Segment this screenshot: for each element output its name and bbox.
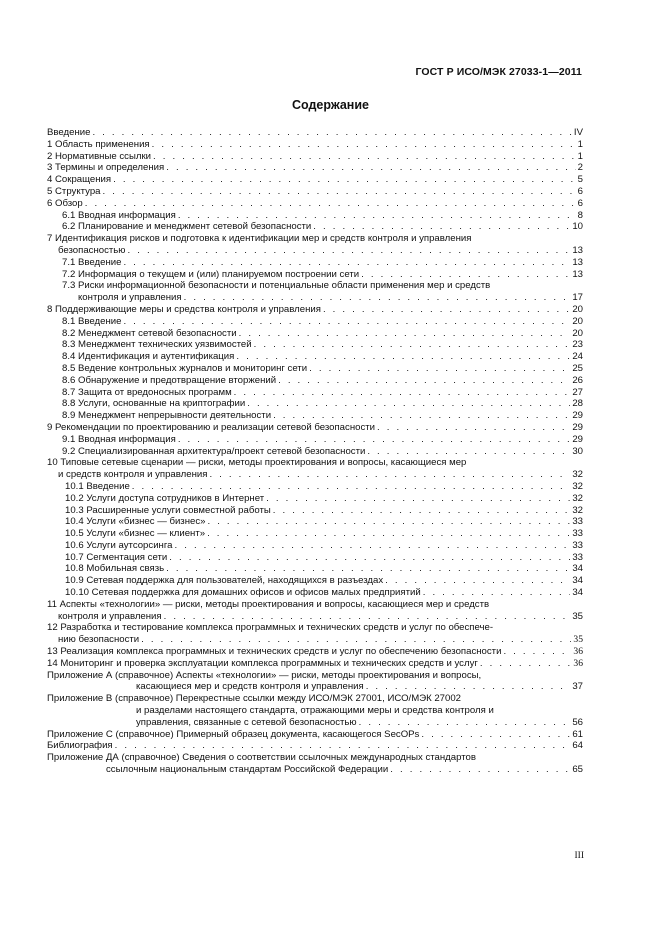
toc-entry-title: 10.6 Услуги аутсорсинга	[65, 539, 173, 551]
toc-entry[interactable]	[47, 186, 583, 198]
toc-leader-dots	[367, 446, 570, 458]
toc-leader-dots	[184, 292, 571, 304]
toc-leader-dots	[164, 611, 571, 623]
toc-entry-page: 33	[572, 528, 583, 540]
toc-entry-page: IV	[573, 127, 583, 138]
toc-entry[interactable]	[47, 646, 583, 658]
toc-entry-page: 36	[573, 657, 583, 669]
toc-entry-title: 10.9 Сетевая поддержка для пользователей, находящихся в разъездах	[65, 575, 384, 587]
toc-entry[interactable]	[47, 139, 583, 151]
toc-entry-page: 61	[572, 728, 583, 740]
toc-entry-page: 13	[572, 268, 583, 280]
toc-entry[interactable]	[47, 587, 583, 599]
toc-entry-title: Введение	[47, 127, 91, 138]
toc-entry-title: 7.1 Введение	[62, 256, 122, 268]
toc-leader-dots	[207, 516, 570, 528]
toc-entry[interactable]	[47, 540, 583, 552]
toc-leader-dots	[359, 717, 571, 729]
toc-leader-dots	[113, 174, 576, 186]
toc-entry[interactable]	[47, 552, 583, 564]
toc-entry-page: 32	[572, 492, 583, 504]
toc-entry[interactable]	[47, 563, 583, 575]
toc-entry-title: 10.3 Расширенные услуги совместной работы	[65, 504, 271, 516]
toc-entry-page: 37	[572, 681, 583, 693]
toc-entry-title: касающиеся мер и средств контроля и управления	[136, 681, 364, 693]
toc-leader-dots	[366, 681, 571, 693]
toc-entry[interactable]	[47, 127, 583, 139]
toc-entry[interactable]	[47, 363, 583, 375]
toc-leader-dots	[174, 540, 570, 552]
toc-leader-dots	[178, 210, 576, 222]
toc-leader-dots	[166, 162, 575, 174]
toc-entry-page: 23	[572, 339, 583, 351]
toc-entry-page: 6	[577, 185, 583, 197]
toc-entry[interactable]	[47, 280, 583, 304]
toc-entry-page: 30	[572, 445, 583, 457]
toc-entry-title: 9.2 Специализированная архитектура/проект сетевой безопасности	[62, 445, 366, 457]
toc-entry-title: 1 Область применения	[47, 138, 150, 150]
toc-entry-title: 10.4 Услуги «бизнес — бизнес»	[65, 516, 206, 528]
toc-entry-title: 8 Поддерживающие меры и средства контроля и управления	[47, 303, 321, 315]
toc-entry-title: Приложение С (справочное) Примерный образец документа, касающегося SecOPs	[47, 728, 420, 740]
toc-entry-title: 8.2 Менеджмент сетевой безопасности	[62, 327, 237, 339]
toc-entry-page: 64	[572, 740, 583, 752]
toc-entry-title: 8.8 Услуги, основанные на криптографии	[62, 398, 246, 410]
toc-entry-title: 10 Типовые сетевые сценарии — риски, методы проектирования и вопросы, касающиеся мер	[47, 457, 467, 469]
toc-entry[interactable]	[47, 339, 583, 351]
toc-entry[interactable]	[47, 375, 583, 387]
toc-entry-page: 17	[572, 292, 583, 304]
toc-leader-dots	[234, 387, 571, 399]
toc-entry[interactable]	[47, 174, 583, 186]
toc-leader-dots	[385, 575, 570, 587]
toc-entry-page: 1	[577, 150, 583, 162]
toc-leader-dots	[115, 740, 571, 752]
toc-entry-page: 29	[572, 410, 583, 422]
toc-entry-title: 8.6 Обнаружение и предотвращение вторжений	[62, 374, 277, 386]
toc-entry[interactable]	[47, 599, 583, 623]
toc-entry-title: 8.3 Менеджмент технических уязвимостей	[62, 339, 252, 351]
toc-entry-page: 26	[572, 374, 583, 386]
toc-entry-title: 14 Мониторинг и проверка эксплуатации комплекса программных и технических средств и услуг	[47, 657, 478, 669]
toc-entry-page: 32	[572, 469, 583, 481]
toc-entry[interactable]	[47, 670, 583, 694]
toc-entry-page: 32	[572, 504, 583, 516]
toc-entry-title: Приложение В (справочное) Перекрестные ссылки между ИСО/МЭК 27001, ИСО/МЭК 27002	[47, 693, 462, 705]
toc-entry-page: 6	[577, 197, 583, 209]
toc-entry-title: 6 Обзор	[47, 197, 83, 209]
toc-leader-dots	[239, 328, 571, 340]
toc-entry[interactable]	[47, 528, 583, 540]
toc-entry-title: 8.9 Менеджмент непрерывности деятельности	[62, 410, 272, 422]
toc-entry-page: 35	[572, 610, 583, 622]
toc-entry-title: 10.10 Сетевая поддержка для домашних офисов и офисов малых предприятий	[65, 587, 421, 599]
toc-entry-page: 33	[572, 551, 583, 563]
toc-entry-page: 24	[572, 351, 583, 363]
toc-leader-dots	[361, 269, 570, 281]
toc-entry-page: 33	[572, 516, 583, 528]
toc-entry[interactable]	[47, 505, 583, 517]
toc-entry[interactable]	[47, 257, 583, 269]
toc-entry[interactable]	[47, 233, 583, 257]
toc-entry-title: 3 Термины и определения	[47, 162, 165, 174]
toc-entry-title: 6.1 Вводная информация	[62, 209, 176, 221]
toc-leader-dots	[278, 375, 570, 387]
toc-entry-title: 13 Реализация комплекса программных и технических средств и услуг по обеспечению безопасности	[47, 646, 502, 658]
toc-leader-dots	[178, 434, 571, 446]
toc-entry-title: 6.2 Планирование и менеджмент сетевой безопасности	[62, 221, 312, 233]
toc-entry[interactable]	[47, 198, 583, 210]
toc-leader-dots	[141, 634, 571, 646]
toc-entry-title: 9.1 Вводная информация	[62, 433, 176, 445]
toc-leader-dots	[309, 363, 570, 375]
table-of-contents	[47, 127, 583, 776]
toc-leader-dots	[207, 528, 570, 540]
toc-leader-dots	[85, 198, 576, 210]
toc-entry-page: 27	[572, 386, 583, 398]
toc-entry-page: 33	[572, 539, 583, 551]
toc-leader-dots	[127, 245, 570, 257]
toc-entry[interactable]	[47, 493, 583, 505]
toc-entry-title: ссылочным национальным стандартам Российской Федерации	[106, 764, 389, 776]
toc-entry-page: 35	[573, 634, 583, 646]
toc-entry-page: 20	[572, 315, 583, 327]
toc-entry-page: 13	[572, 256, 583, 268]
toc-leader-dots	[92, 127, 571, 139]
toc-entry-title: Приложение ДА (справочное) Сведения о соответствии ссылочных международных стандартов	[47, 752, 476, 764]
toc-entry-page: 34	[572, 575, 583, 587]
toc-entry[interactable]	[47, 304, 583, 316]
toc-entry-title: 2 Нормативные ссылки	[47, 150, 152, 162]
toc-entry-title: 7 Идентификация рисков и подготовка к идентификации мер и средств контроля и управления	[47, 233, 472, 245]
toc-entry-title: и средств контроля и управления	[58, 469, 208, 481]
toc-leader-dots	[152, 139, 576, 151]
toc-leader-dots	[423, 587, 571, 599]
toc-entry[interactable]	[47, 410, 583, 422]
toc-entry-page: 13	[572, 244, 583, 256]
toc-entry-page: 10	[572, 221, 583, 233]
toc-entry-page: 2	[577, 162, 583, 174]
toc-entry-title: и разделами настоящего стандарта, отражающими меры и средства контроля и	[136, 705, 494, 717]
toc-entry-page: 34	[572, 587, 583, 599]
toc-leader-dots	[247, 398, 570, 410]
toc-entry[interactable]	[47, 740, 583, 752]
toc-entry-page: 5	[577, 174, 583, 186]
toc-entry-title: 10.1 Введение	[65, 480, 130, 492]
toc-entry-title: Библиография	[47, 740, 113, 752]
toc-entry-page: 56	[572, 716, 583, 728]
page-number: III	[574, 851, 584, 861]
toc-leader-dots	[273, 505, 571, 517]
toc-entry[interactable]	[47, 575, 583, 587]
toc-entry-title: 10.5 Услуги «бизнес — клиент»	[65, 528, 206, 540]
toc-entry[interactable]	[47, 752, 583, 776]
toc-leader-dots	[313, 221, 570, 233]
toc-entry-title: управления, связанные с сетевой безопасностью	[136, 716, 357, 728]
toc-entry[interactable]	[47, 729, 583, 741]
toc-entry-title: 5 Структура	[47, 185, 101, 197]
toc-leader-dots	[421, 729, 570, 741]
toc-entry-title: контроля и управления	[78, 292, 182, 304]
toc-entry-page: 25	[572, 362, 583, 374]
toc-entry-title: 10.8 Мобильная связь	[65, 563, 165, 575]
toc-entry[interactable]	[47, 434, 583, 446]
toc-entry[interactable]	[47, 516, 583, 528]
toc-entry-page: 8	[577, 209, 583, 221]
toc-entry-title: 11 Аспекты «технологии» — риски, методы проектирования и вопросы, касающиеся мер и средств	[47, 598, 490, 610]
toc-leader-dots	[323, 304, 570, 316]
toc-leader-dots	[169, 552, 570, 564]
toc-entry[interactable]	[47, 398, 583, 410]
toc-entry[interactable]	[47, 316, 583, 328]
toc-entry-page: 34	[572, 563, 583, 575]
toc-title: Содержание	[291, 98, 369, 112]
toc-entry-title: 8.5 Ведение контрольных журналов и мониторинг сети	[62, 362, 308, 374]
toc-leader-dots	[503, 646, 571, 658]
toc-leader-dots	[123, 316, 570, 328]
toc-leader-dots	[390, 764, 570, 776]
toc-leader-dots	[254, 339, 571, 351]
toc-entry-page: 29	[572, 421, 583, 433]
toc-leader-dots	[123, 257, 570, 269]
toc-entry-title: безопасностью	[58, 244, 126, 256]
toc-entry[interactable]	[47, 481, 583, 493]
toc-leader-dots	[209, 469, 570, 481]
toc-entry[interactable]	[47, 622, 583, 646]
toc-entry-page: 29	[572, 433, 583, 445]
toc-entry[interactable]	[47, 162, 583, 174]
toc-entry[interactable]	[47, 328, 583, 340]
toc-entry[interactable]	[47, 658, 583, 670]
toc-entry[interactable]	[47, 422, 583, 434]
toc-entry-page: 1	[577, 138, 583, 150]
toc-entry-title: 7.3 Риски информационной безопасности и потенциальные области применения мер и средств	[62, 280, 491, 292]
toc-entry[interactable]	[47, 457, 583, 481]
toc-entry-title: 12 Разработка и тестирование комплекса программных и технических средств и услуг по обеспече-	[47, 622, 494, 634]
toc-leader-dots	[273, 410, 570, 422]
toc-entry-title: 8.7 Защита от вредоносных программ	[62, 386, 232, 398]
toc-leader-dots	[377, 422, 570, 434]
toc-entry[interactable]	[47, 221, 583, 233]
toc-leader-dots	[236, 351, 570, 363]
toc-entry[interactable]	[47, 151, 583, 163]
toc-entry-title: 8.1 Введение	[62, 315, 122, 327]
toc-leader-dots	[480, 658, 572, 670]
toc-entry-title: 7.2 Информация о текущем и (или) планируемом построении сети	[62, 268, 360, 280]
toc-entry[interactable]	[47, 351, 583, 363]
toc-entry[interactable]	[47, 446, 583, 458]
standard-header: ГОСТ Р ИСО/МЭК 27033-1—2011	[415, 66, 582, 78]
toc-entry-title: Приложение А (справочное) Аспекты «технологии» — риски, методы проектирования и вопросы,	[47, 669, 482, 681]
toc-entry-title: 9 Рекомендации по проектированию и реализации сетевой безопасности	[47, 421, 375, 433]
toc-leader-dots	[153, 151, 576, 163]
toc-leader-dots	[132, 481, 571, 493]
toc-entry-page: 36	[573, 646, 583, 658]
toc-entry-title: нию безопасности	[58, 634, 140, 646]
toc-entry-page: 65	[572, 764, 583, 776]
toc-entry-title: контроля и управления	[58, 610, 162, 622]
toc-entry-page: 32	[572, 480, 583, 492]
toc-entry[interactable]	[47, 693, 583, 728]
toc-entry-title: 8.4 Идентификация и аутентификация	[62, 351, 235, 363]
toc-entry-page: 28	[572, 398, 583, 410]
toc-leader-dots	[266, 493, 570, 505]
toc-entry-title: 10.2 Услуги доступа сотрудников в Интернет	[65, 492, 265, 504]
toc-entry-page: 20	[572, 327, 583, 339]
toc-entry-title: 4 Сокращения	[47, 174, 112, 186]
toc-leader-dots	[166, 563, 570, 575]
toc-leader-dots	[103, 186, 576, 198]
toc-entry[interactable]	[47, 387, 583, 399]
toc-entry-title: 10.7 Сегментация сети	[65, 551, 168, 563]
toc-entry[interactable]	[47, 210, 583, 222]
toc-entry-page: 20	[572, 303, 583, 315]
toc-entry[interactable]	[47, 269, 583, 281]
